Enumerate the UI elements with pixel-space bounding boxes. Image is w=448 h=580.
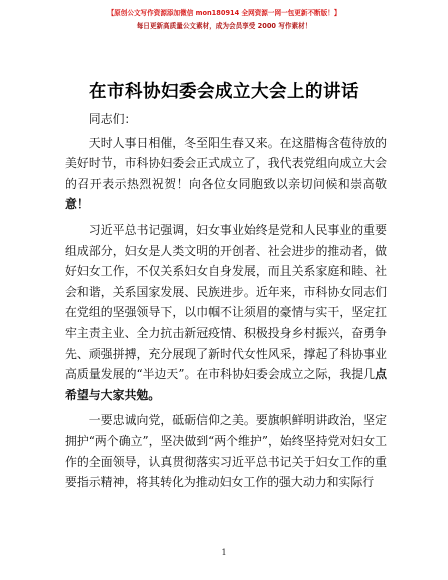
promo-banner-line-2: 每日更新高质量公文素材，成为会员享受 2000 写作素材！ xyxy=(136,22,312,30)
paragraph-3: 一要忠诚向党，砥砺信仰之美。要旗帜鲜明讲政治，坚定拥护“两个确立”，坚决做到“两个维护”，始终坚持党对妇女工作的全面领导，认真贯彻落实习近平总书记关于妇女工作的重要指示精神，将其转化为推动妇女工作的强大动力和实际行 xyxy=(65,413,387,490)
promo-banner-line-1: 【原创公文写作资源添加微信 mon180914 全网资源一网一包更新不断版！】 xyxy=(107,9,341,17)
paragraph-2-text: 习近平总书记强调，妇女事业始终是党和人民事业的重要组成部分，妇女是人类文明的开创者、社会进步的推动者，做好妇女工作，不仅关系妇女自身发展，而且关系家庭和睦、社会和谐，关系国家发展、民族进步。近年来，市科协女同志们在党组的坚强领导下，以巾帼不让须眉的豪情与实干，坚定扛牢主责主业、全力抗击新冠疫情、积极投身乡村振兴，奋勇争先、顽强拼搏，充分展现了新时代女性风采，撑起了科协事业高质量发展的“半边天”。在市科协妇委会成立之际，我提几 xyxy=(65,222,387,382)
paragraph-1-end: 意！ xyxy=(65,197,89,212)
paragraph-2-end: 点希望与大家共勉。 xyxy=(65,367,387,402)
document-body xyxy=(65,109,387,493)
paragraph-2 xyxy=(65,220,387,405)
paragraph-1 xyxy=(65,133,387,215)
paragraph-1-text: 天时人事日相催，冬至阳生春又来。在这腊梅含苞待放的美好时节，市科协妇委会正式成立了，我代表党组向成立大会的召开表示热烈祝贺！向各位女同胞致以亲切问候和崇高敬 xyxy=(65,135,387,191)
document-title: 在市科协妇委会成立大会上的讲话 xyxy=(89,82,359,102)
page-number: 1 xyxy=(221,548,227,557)
salutation: 同志们： xyxy=(88,112,137,126)
